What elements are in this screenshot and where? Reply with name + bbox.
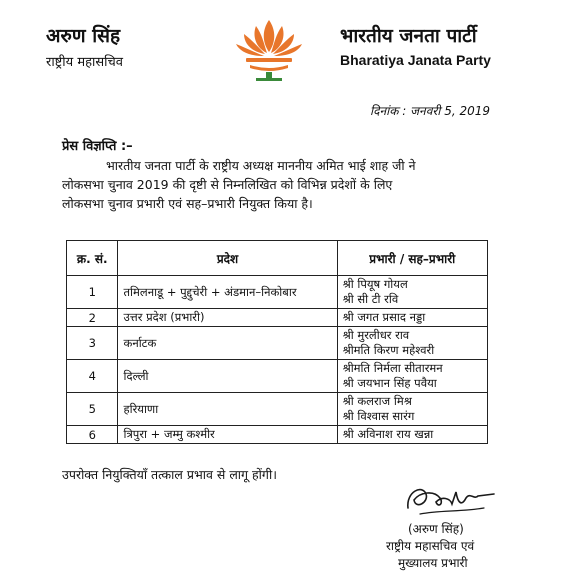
signatory-role-line2: मुख्यालय प्रभारी: [398, 556, 468, 570]
serial-cell: 1: [67, 276, 118, 309]
table-row: [67, 426, 488, 444]
col-header-incharge: प्रभारी / सह–प्रभारी: [337, 241, 487, 276]
paragraph-line: [62, 156, 532, 175]
serial-cell: 3: [67, 327, 118, 360]
incharge-name: श्रीमति निर्मला सीतारमन: [342, 361, 443, 375]
state-cell: उत्तर प्रदेश (प्रभारी): [118, 309, 337, 327]
incharge-cell: [337, 426, 487, 444]
serial-cell: 5: [67, 393, 118, 426]
incharge-name: श्री जयभान सिंह पवैया: [342, 376, 437, 390]
date-line: दिनांक : जनवरी 5, 2019: [370, 104, 491, 118]
state-cell: दिल्ली: [118, 360, 337, 393]
incharge-name: श्री जगत प्रसाद नड्डा: [342, 310, 426, 324]
table-row: [67, 276, 488, 309]
table-row: [67, 393, 488, 426]
incharge-cell: [337, 393, 487, 426]
incharge-cell: [337, 327, 487, 360]
incharge-name: श्रीमति किरण महेश्वरी: [342, 343, 435, 357]
table-row: [67, 327, 488, 360]
serial-cell: 6: [67, 426, 118, 444]
party-name-hindi: भारतीय जनता पार्टी: [340, 25, 477, 47]
paragraph-line: लोकसभा चुनाव 2019 की दृष्टी से निम्नलिखित को विभिन्न प्रदेशों के लिए: [62, 177, 393, 192]
col-header-state: प्रदेश: [118, 241, 337, 276]
incharge-name: श्री सी टी रवि: [342, 292, 399, 306]
incharge-name: श्री मुरलीधर राव: [342, 328, 410, 342]
party-name-english: Bharatiya Janata Party: [340, 52, 491, 68]
paragraph-line: लोकसभा चुनाव प्रभारी एवं सह–प्रभारी नियुक्त किया है।: [62, 196, 313, 211]
state-cell: त्रिपुरा + जम्मु कश्मीर: [118, 426, 337, 444]
handwritten-signature: [400, 478, 500, 524]
lotus-icon: [232, 16, 306, 82]
table-header-row: [67, 241, 488, 276]
serial-cell: 2: [67, 309, 118, 327]
incharge-name: श्री पियूष गोयल: [342, 277, 408, 291]
effective-notice: उपरोक्त नियुक्तियाँ तत्काल प्रभाव से लागू होंगी।: [62, 467, 277, 482]
incharge-name: श्री विश्वास सारंग: [342, 409, 415, 423]
serial-cell: 4: [67, 360, 118, 393]
sender-name: अरुण सिंह: [46, 25, 121, 47]
incharge-name: श्री अविनाश राय खन्ना: [342, 427, 434, 441]
state-cell: हरियाणा: [118, 393, 337, 426]
incharge-cell: [337, 360, 487, 393]
table-row: [67, 309, 488, 327]
state-cell: कर्नाटक: [118, 327, 337, 360]
paragraph-text: भारतीय जनता पार्टी के राष्ट्रीय अध्यक्ष माननीय अमित भाई शाह जी ने: [106, 158, 416, 173]
appointments-table: [66, 240, 488, 444]
signatory-name: (अरुण सिंह): [408, 522, 464, 536]
table-row: [67, 360, 488, 393]
incharge-cell: [337, 276, 487, 309]
col-header-serial: क्र. सं.: [67, 241, 118, 276]
announcement-paragraph: [62, 156, 532, 213]
incharge-name: श्री कलराज मिश्र: [342, 394, 412, 408]
signatory-role-line1: राष्ट्रीय महासचिव एवं: [386, 539, 475, 553]
state-cell: तमिलनाडू + पुद्दुचेरी + अंडमान–निकोबार: [118, 276, 337, 309]
press-release-heading: प्रेस विज्ञप्ति :–: [62, 139, 133, 154]
incharge-cell: [337, 309, 487, 327]
sender-role: राष्ट्रीय महासचिव: [46, 55, 123, 70]
